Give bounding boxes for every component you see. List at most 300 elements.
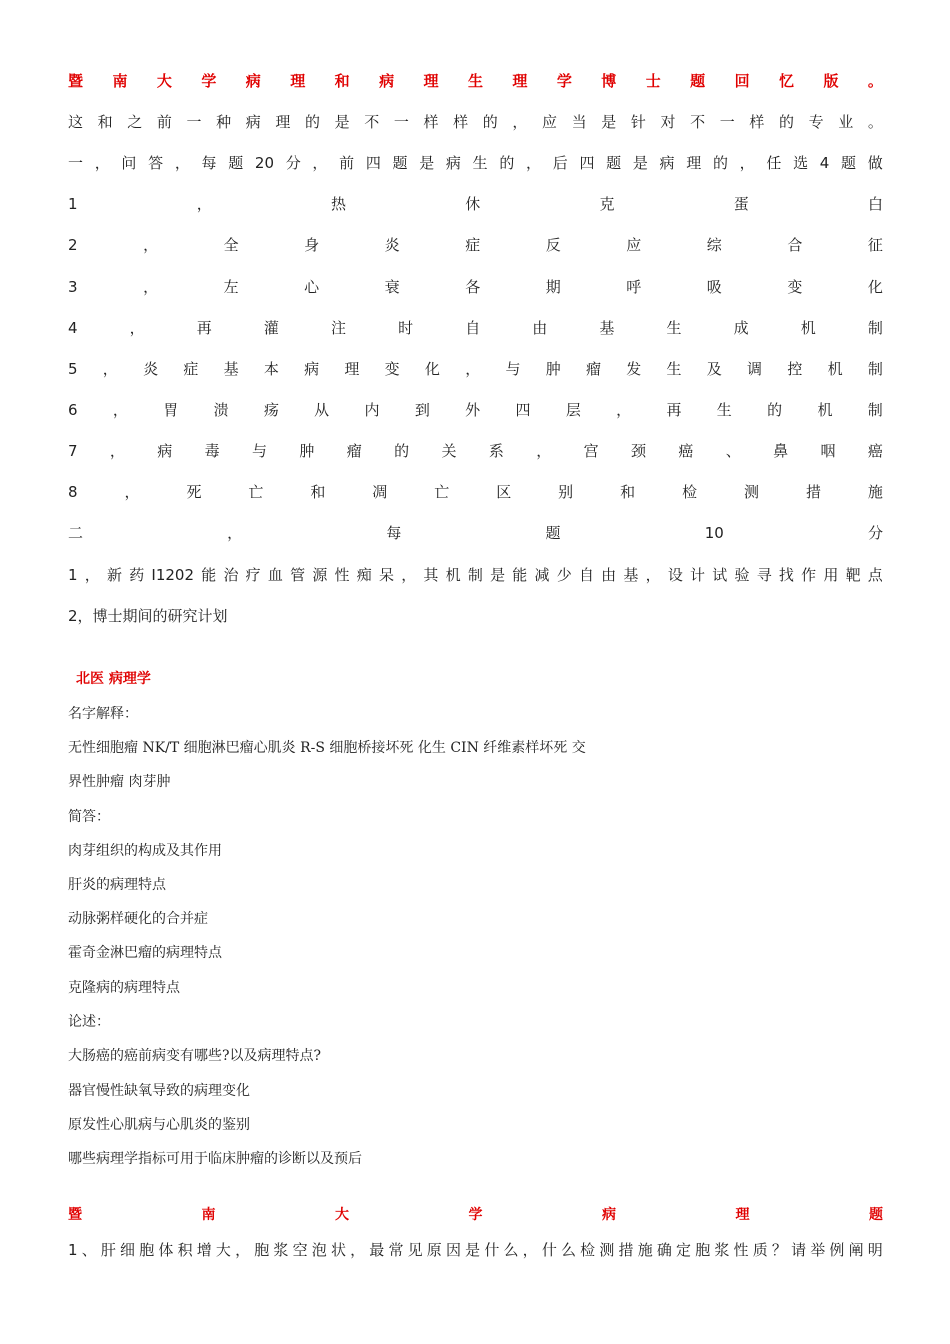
glyph: 控: [787, 360, 803, 378]
glyph: 到: [414, 401, 430, 419]
glyph: 请: [791, 1241, 807, 1259]
question-2: [68, 234, 883, 256]
section1-note: [68, 111, 883, 133]
glyph: 后: [552, 154, 568, 172]
glyph: 亡: [248, 483, 264, 501]
glyph: 题: [545, 524, 561, 542]
glyph: 计: [690, 566, 706, 584]
glyph: 细: [120, 1241, 136, 1259]
glyph: 肝: [100, 1241, 116, 1259]
glyph: 性: [334, 566, 350, 584]
glyph: 炎: [384, 236, 400, 254]
glyph: 原: [426, 1241, 442, 1259]
glyph: 性: [733, 1241, 749, 1259]
glyph: ，: [522, 1241, 538, 1259]
glyph: 10: [704, 524, 724, 542]
glyph: 检: [682, 483, 698, 501]
glyph: 的: [779, 113, 795, 131]
glyph: 各: [465, 278, 481, 296]
glyph: ，: [235, 1241, 251, 1259]
glyph: 、: [725, 442, 741, 460]
glyph: 胃: [163, 401, 179, 419]
glyph: 是: [632, 154, 648, 172]
glyph: 因: [445, 1241, 461, 1259]
glyph: 生: [666, 319, 682, 337]
glyph: 专: [808, 113, 824, 131]
glyph: 的: [482, 113, 498, 131]
glyph: 和: [334, 72, 350, 90]
short-item-4: 霍奇金淋巴瘤的病理特点: [68, 945, 222, 961]
glyph: 化: [867, 278, 883, 296]
question-4: [68, 317, 883, 339]
glyph: 点: [867, 566, 883, 584]
section3-q1: [68, 1239, 883, 1261]
glyph: 炎: [143, 360, 159, 378]
glyph: 测: [599, 1241, 615, 1259]
glyph: 疗: [245, 566, 261, 584]
essay-heading: 论述：: [68, 1014, 110, 1030]
glyph: 答: [148, 154, 164, 172]
glyph: 应: [626, 236, 642, 254]
glyph: 体: [158, 1241, 174, 1259]
glyph: 症: [465, 236, 481, 254]
glyph: 征: [867, 236, 883, 254]
glyph: 机: [445, 566, 461, 584]
glyph: I1202: [151, 566, 195, 584]
glyph: 20: [254, 154, 275, 172]
glyph: 业: [838, 113, 854, 131]
glyph: 癌: [867, 442, 883, 460]
glyph: 制: [867, 401, 883, 419]
glyph: 热: [331, 195, 347, 213]
glyph: 生: [467, 72, 483, 90]
glyph: 生: [472, 154, 488, 172]
glyph: 4: [68, 319, 78, 337]
essay-item-4: 哪些病理学指标可用于临床肿瘤的诊断以及预后: [68, 1151, 362, 1167]
glyph: ，: [143, 236, 159, 254]
glyph: 亡: [434, 483, 450, 501]
glyph: 选: [793, 154, 809, 172]
question-1: [68, 193, 883, 215]
glyph: 浆: [273, 1241, 289, 1259]
glyph: 能: [201, 566, 217, 584]
glyph: 暨: [68, 1207, 82, 1223]
glyph: ？: [771, 1241, 787, 1259]
glyph: 应: [542, 113, 558, 131]
glyph: 合: [787, 236, 803, 254]
glyph: ，: [143, 278, 159, 296]
glyph: 别: [558, 483, 574, 501]
glyph: 题: [392, 154, 408, 172]
glyph: ，: [109, 442, 125, 460]
glyph: 少: [556, 566, 572, 584]
glyph: 源: [312, 566, 328, 584]
glyph: 鼻: [773, 442, 789, 460]
glyph: 由: [532, 319, 548, 337]
glyph: 凋: [372, 483, 388, 501]
glyph: 见: [407, 1241, 423, 1259]
glyph: 机: [800, 319, 816, 337]
glyph: 对: [660, 113, 676, 131]
section2-title: 北医 病理学: [76, 671, 151, 687]
glyph: 机: [817, 401, 833, 419]
glyph: 6: [68, 401, 78, 419]
glyph: 呆: [378, 566, 394, 584]
glyph: 系: [488, 442, 504, 460]
glyph: 基: [223, 360, 239, 378]
glyph: 不: [364, 113, 380, 131]
glyph: ，: [129, 319, 145, 337]
glyph: 制: [467, 566, 483, 584]
glyph: 与: [505, 360, 521, 378]
glyph: 从: [314, 401, 330, 419]
glyph: 再: [196, 319, 212, 337]
glyph: 施: [867, 483, 883, 501]
glyph: 减: [534, 566, 550, 584]
glyph: 四: [579, 154, 595, 172]
glyph: 4: [819, 154, 830, 172]
glyph: 措: [618, 1241, 634, 1259]
glyph: 宫: [583, 442, 599, 460]
glyph: 左: [223, 278, 239, 296]
glyph: 分: [867, 524, 883, 542]
question-7: [68, 440, 883, 462]
glyph: 胞: [695, 1241, 711, 1259]
glyph: 胞: [254, 1241, 270, 1259]
glyph: 和: [620, 483, 636, 501]
glyph: 忆: [779, 72, 795, 90]
glyph: 质: [752, 1241, 768, 1259]
glyph: 是: [334, 113, 350, 131]
glyph: 层: [565, 401, 581, 419]
glyph: 注: [330, 319, 346, 337]
glyph: 学: [201, 72, 217, 90]
glyph: 是: [419, 154, 435, 172]
glyph: 是: [490, 566, 506, 584]
glyph: 死: [186, 483, 202, 501]
terms-line-2: 界性肿瘤 肉芽肿: [68, 774, 171, 790]
glyph: 一: [719, 113, 735, 131]
glyph: 肿: [299, 442, 315, 460]
glyph: 之: [127, 113, 143, 131]
glyph: 成: [733, 319, 749, 337]
glyph: 的: [394, 442, 410, 460]
glyph: 能: [512, 566, 528, 584]
glyph: 前: [339, 154, 355, 172]
glyph: 病: [304, 360, 320, 378]
glyph: 一: [186, 113, 202, 131]
glyph: 的: [712, 154, 728, 172]
glyph: 分: [285, 154, 301, 172]
glyph: 自: [578, 566, 594, 584]
glyph: 身: [304, 236, 320, 254]
glyph: 举: [810, 1241, 826, 1259]
short-item-1: 肉芽组织的构成及其作用: [68, 843, 222, 859]
glyph: 试: [712, 566, 728, 584]
glyph: 8: [68, 483, 78, 501]
glyph: 综: [706, 236, 722, 254]
glyph: 瘤: [346, 442, 362, 460]
glyph: ，: [84, 566, 100, 584]
glyph: 基: [599, 319, 615, 337]
glyph: 变: [384, 360, 400, 378]
glyph: 吸: [706, 278, 722, 296]
glyph: 理: [735, 1207, 750, 1223]
glyph: 大: [335, 1207, 349, 1223]
glyph: 灌: [263, 319, 279, 337]
glyph: 二: [68, 524, 84, 542]
section1-title: [68, 70, 883, 92]
glyph: 浆: [714, 1241, 730, 1259]
glyph: 时: [398, 319, 414, 337]
glyph: 前: [156, 113, 172, 131]
glyph: 。: [867, 113, 883, 131]
glyph: 理: [686, 154, 702, 172]
glyph: 理: [512, 72, 528, 90]
glyph: 基: [623, 566, 639, 584]
glyph: 血: [267, 566, 283, 584]
glyph: 针: [630, 113, 646, 131]
glyph: ，: [465, 360, 481, 378]
glyph: 由: [601, 566, 617, 584]
glyph: 呼: [626, 278, 642, 296]
glyph: 样: [423, 113, 439, 131]
glyph: 大: [156, 72, 172, 90]
glyph: 机: [827, 360, 843, 378]
glyph: 蛋: [733, 195, 749, 213]
glyph: 痴: [356, 566, 372, 584]
part2-item-2: 2，博士期间的研究计划: [68, 607, 228, 625]
glyph: 和: [310, 483, 326, 501]
glyph: ，: [512, 113, 528, 131]
glyph: 药: [129, 566, 145, 584]
glyph: 四: [515, 401, 531, 419]
glyph: 化: [424, 360, 440, 378]
glyph: 新: [106, 566, 122, 584]
glyph: 期: [545, 278, 561, 296]
glyph: 阐: [848, 1241, 864, 1259]
glyph: 1: [68, 195, 78, 213]
glyph: 么: [561, 1241, 577, 1259]
glyph: 治: [223, 566, 239, 584]
glyph: 。: [867, 72, 883, 90]
glyph: 理: [275, 113, 291, 131]
glyph: 题: [606, 154, 622, 172]
glyph: 士: [645, 72, 661, 90]
glyph: 其: [423, 566, 439, 584]
glyph: 理: [290, 72, 306, 90]
glyph: 与: [252, 442, 268, 460]
glyph: 发: [626, 360, 642, 378]
part2-item-1: [68, 564, 883, 586]
glyph: 是: [601, 113, 617, 131]
glyph: 管: [290, 566, 306, 584]
glyph: 例: [829, 1241, 845, 1259]
glyph: 寻: [756, 566, 772, 584]
glyph: 测: [744, 483, 760, 501]
glyph: 常: [388, 1241, 404, 1259]
glyph: 白: [867, 195, 883, 213]
glyph: 大: [215, 1241, 231, 1259]
glyph: ，: [174, 154, 190, 172]
glyph: 毒: [204, 442, 220, 460]
glyph: 变: [787, 278, 803, 296]
glyph: 增: [196, 1241, 212, 1259]
glyph: 问: [121, 154, 137, 172]
glyph: 及: [706, 360, 722, 378]
glyph: 区: [496, 483, 512, 501]
glyph: 版: [823, 72, 839, 90]
glyph: 种: [216, 113, 232, 131]
glyph: 理: [344, 360, 360, 378]
glyph: 题: [690, 72, 706, 90]
glyph: 1: [68, 566, 78, 584]
glyph: ，: [112, 401, 128, 419]
short-item-5: 克隆病的病理特点: [68, 980, 180, 996]
short-heading: 简答：: [68, 809, 110, 825]
question-6: [68, 399, 883, 421]
glyph: 病: [245, 113, 261, 131]
glyph: 癌: [678, 442, 694, 460]
glyph: 设: [667, 566, 683, 584]
glyph: 5: [68, 360, 78, 378]
question-5: [68, 358, 883, 380]
glyph: ，: [227, 524, 243, 542]
glyph: 的: [499, 154, 515, 172]
glyph: 肿: [545, 360, 561, 378]
glyph: 病: [659, 154, 675, 172]
glyph: 病: [602, 1207, 616, 1223]
glyph: 是: [465, 1241, 481, 1259]
glyph: 什: [484, 1241, 500, 1259]
glyph: 颈: [631, 442, 647, 460]
glyph: 病: [445, 154, 461, 172]
glyph: 作: [801, 566, 817, 584]
glyph: ，: [350, 1241, 366, 1259]
glyph: 样: [749, 113, 765, 131]
glyph: 状: [330, 1241, 346, 1259]
short-item-2: 肝炎的病理特点: [68, 877, 166, 893]
section3-title: [68, 1204, 883, 1226]
glyph: 最: [369, 1241, 385, 1259]
glyph: 用: [823, 566, 839, 584]
glyph: 全: [223, 236, 239, 254]
glyph: ，: [312, 154, 328, 172]
glyph: 瘤: [585, 360, 601, 378]
glyph: 休: [465, 195, 481, 213]
glyph: 咽: [820, 442, 836, 460]
question-8: [68, 481, 883, 503]
glyph: 衰: [384, 278, 400, 296]
glyph: 样: [453, 113, 469, 131]
glyph: 南: [201, 1207, 216, 1223]
glyph: 施: [637, 1241, 653, 1259]
glyph: 任: [766, 154, 782, 172]
glyph: 和: [97, 113, 113, 131]
glyph: 的: [305, 113, 321, 131]
glyph: 明: [867, 1241, 883, 1259]
glyph: 措: [805, 483, 821, 501]
glyph: 自: [465, 319, 481, 337]
glyph: 么: [503, 1241, 519, 1259]
essay-item-1: 大肠癌的癌前病变有哪些?以及病理特点?: [68, 1048, 322, 1064]
terms-heading: 名字解释：: [68, 706, 138, 722]
glyph: 病: [157, 442, 173, 460]
glyph: 学: [556, 72, 572, 90]
glyph: 检: [580, 1241, 596, 1259]
glyph: 胞: [139, 1241, 155, 1259]
glyph: 靶: [845, 566, 861, 584]
glyph: 疡: [263, 401, 279, 419]
glyph: 生: [716, 401, 732, 419]
glyph: 再: [666, 401, 682, 419]
essay-item-3: 原发性心肌病与心肌炎的鉴别: [68, 1117, 250, 1133]
glyph: 制: [867, 360, 883, 378]
glyph: 症: [183, 360, 199, 378]
glyph: 题: [228, 154, 244, 172]
glyph: 克: [599, 195, 615, 213]
glyph: 病: [245, 72, 261, 90]
glyph: ，: [616, 401, 632, 419]
glyph: 回: [734, 72, 750, 90]
glyph: ，: [526, 154, 542, 172]
glyph: 暨: [68, 72, 84, 90]
glyph: 反: [545, 236, 561, 254]
glyph: 什: [541, 1241, 557, 1259]
glyph: 空: [292, 1241, 308, 1259]
glyph: 每: [201, 154, 217, 172]
question-3: [68, 276, 883, 298]
glyph: 7: [68, 442, 78, 460]
glyph: 心: [304, 278, 320, 296]
glyph: ，: [124, 483, 140, 501]
glyph: 题: [841, 154, 857, 172]
glyph: 一: [68, 154, 84, 172]
glyph: 找: [778, 566, 794, 584]
glyph: ，: [196, 195, 212, 213]
glyph: 外: [465, 401, 481, 419]
glyph: 病: [379, 72, 395, 90]
glyph: 本: [263, 360, 279, 378]
glyph: 调: [747, 360, 763, 378]
glyph: ，: [94, 154, 110, 172]
glyph: 、: [81, 1241, 97, 1259]
essay-item-2: 器官慢性缺氧导致的病理变化: [68, 1083, 250, 1099]
glyph: 当: [571, 113, 587, 131]
glyph: 不: [690, 113, 706, 131]
glyph: 四: [365, 154, 381, 172]
glyph: 关: [441, 442, 457, 460]
short-item-3: 动脉粥样硬化的合并症: [68, 911, 208, 927]
glyph: 泡: [311, 1241, 327, 1259]
glyph: 定: [676, 1241, 692, 1259]
glyph: 题: [869, 1207, 883, 1223]
glyph: 生: [666, 360, 682, 378]
glyph: ，: [102, 360, 118, 378]
glyph: 验: [734, 566, 750, 584]
glyph: 2: [68, 236, 78, 254]
glyph: 每: [386, 524, 402, 542]
glyph: 内: [364, 401, 380, 419]
glyph: 这: [68, 113, 84, 131]
glyph: 理: [423, 72, 439, 90]
glyph: ，: [536, 442, 552, 460]
terms-line-1: 无性细胞瘤 NK/T 细胞淋巴瘤心肌炎 R-S 细胞桥接坏死 化生 CIN 纤维素样坏死 交: [68, 740, 586, 756]
glyph: 制: [867, 319, 883, 337]
glyph: 一: [393, 113, 409, 131]
glyph: 溃: [213, 401, 229, 419]
glyph: 做: [867, 154, 883, 172]
